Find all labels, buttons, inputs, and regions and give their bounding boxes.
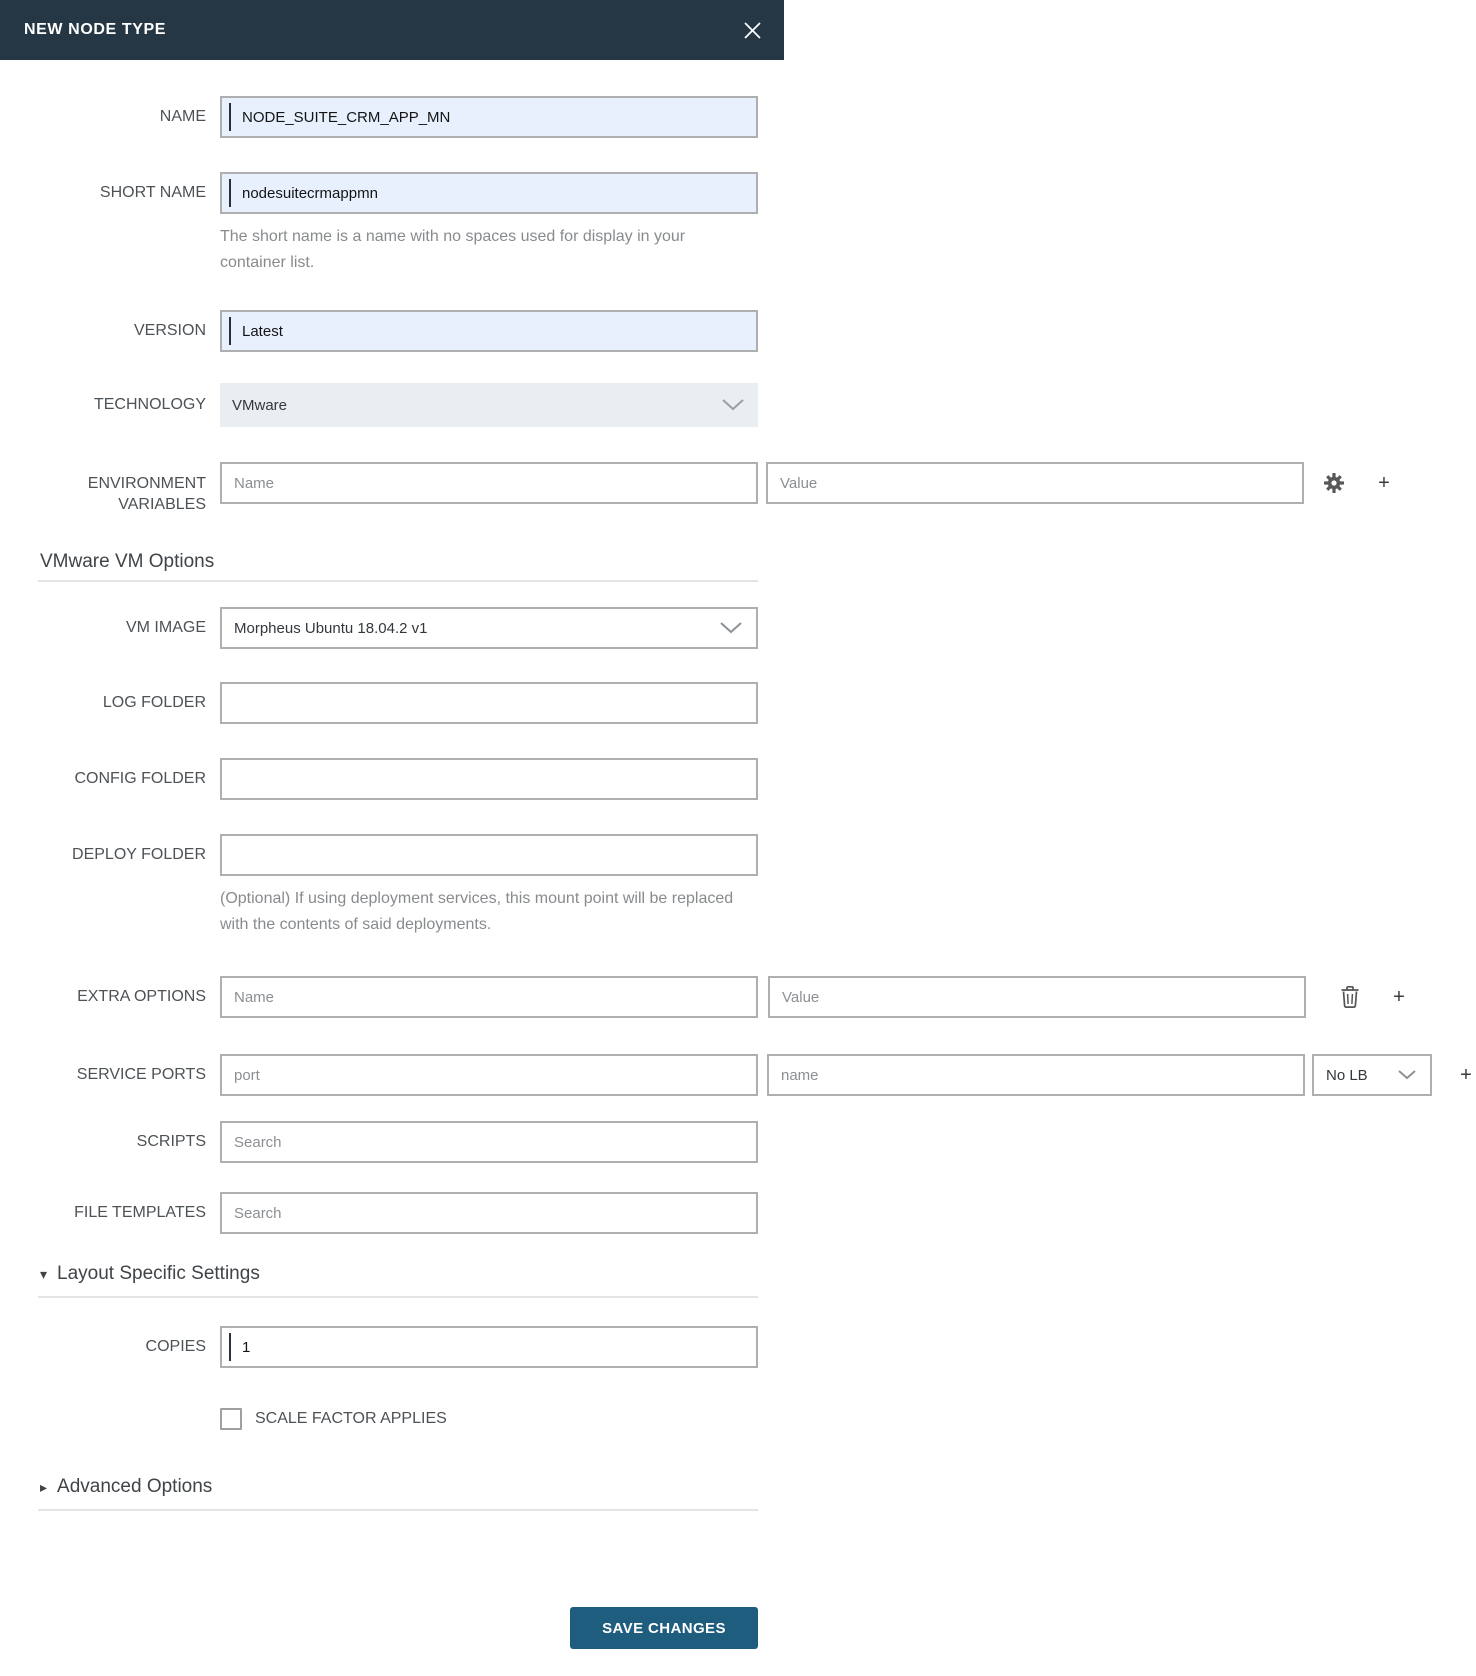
short-name-label: SHORT NAME [99, 184, 206, 201]
trash-icon [1340, 985, 1360, 1009]
environment-variables-label: ENVIRONMENT VARIABLES [87, 475, 206, 513]
version-label: VERSION [133, 322, 206, 339]
modal-header [0, 0, 784, 60]
layout-settings-title: Layout Specific Settings [57, 1263, 260, 1284]
scripts-label: SCRIPTS [136, 1133, 206, 1150]
field-row-environment-variables [0, 462, 1390, 515]
collapse-triangle-icon[interactable]: ▾ [40, 1265, 48, 1282]
field-row-version [0, 310, 784, 352]
config-folder-input[interactable] [220, 758, 758, 800]
chevron-down-icon [720, 622, 742, 634]
scale-factor-checkbox[interactable] [220, 1408, 242, 1430]
name-label: NAME [159, 108, 206, 125]
vmware-options-title: VMware VM Options [40, 551, 215, 572]
field-row-copies [0, 1326, 784, 1368]
extra-option-delete-button[interactable] [1339, 985, 1361, 1009]
vm-image-select[interactable] [220, 607, 758, 649]
copies-input[interactable] [220, 1326, 758, 1368]
text-cursor [229, 1333, 231, 1361]
plus-icon: + [1393, 986, 1405, 1008]
close-icon [743, 21, 762, 40]
extra-option-add-button[interactable] [1389, 985, 1409, 1009]
modal-title: NEW NODE TYPE [24, 21, 167, 38]
field-row-config-folder [0, 758, 784, 800]
vm-image-label: VM IMAGE [125, 619, 206, 636]
save-changes-button[interactable]: SAVE CHANGES [570, 1607, 758, 1649]
plus-icon: + [1460, 1064, 1472, 1086]
version-input[interactable] [220, 310, 758, 352]
chevron-down-icon [1398, 1070, 1416, 1080]
copies-label: COPIES [145, 1338, 206, 1355]
copies-input-wrap [220, 1326, 758, 1368]
technology-label: TECHNOLOGY [93, 396, 206, 413]
short-name-input-wrap [220, 172, 758, 214]
file-templates-search-input[interactable] [220, 1192, 758, 1234]
scripts-search-input[interactable] [220, 1121, 758, 1163]
env-var-settings-button[interactable] [1322, 471, 1346, 495]
file-templates-label: FILE TEMPLATES [74, 1204, 206, 1221]
log-folder-input[interactable] [220, 682, 758, 724]
section-vmware-vm-options [40, 551, 758, 573]
extra-option-value-input[interactable] [768, 976, 1306, 1018]
modal-footer [0, 1607, 758, 1676]
name-input-wrap [220, 96, 758, 138]
field-row-file-templates [0, 1192, 784, 1234]
load-balancer-select[interactable] [1312, 1054, 1432, 1096]
plus-icon: + [1378, 472, 1390, 494]
env-var-add-button[interactable] [1374, 471, 1394, 495]
field-row-short-name [0, 172, 784, 276]
field-row-scale-factor [0, 1408, 784, 1430]
service-port-add-button[interactable] [1456, 1063, 1476, 1087]
divider [38, 1296, 758, 1298]
technology-select-value: VMware [232, 396, 288, 414]
gear-icon [1322, 471, 1346, 495]
field-row-technology [0, 383, 784, 427]
field-row-log-folder [0, 682, 784, 724]
field-row-scripts [0, 1121, 784, 1163]
section-advanced-options[interactable] [40, 1476, 758, 1498]
text-cursor [229, 179, 231, 207]
log-folder-label: LOG FOLDER [102, 694, 206, 711]
load-balancer-select-value: No LB [1326, 1066, 1368, 1084]
env-var-value-input[interactable] [766, 462, 1304, 504]
deploy-folder-label: DEPLOY FOLDER [72, 846, 206, 863]
version-input-wrap [220, 310, 758, 352]
field-row-vm-image [0, 607, 784, 649]
advanced-options-title: Advanced Options [57, 1476, 213, 1497]
env-var-name-input[interactable] [220, 462, 758, 504]
extra-options-label: EXTRA OPTIONS [77, 988, 206, 1005]
field-row-name [0, 96, 784, 138]
section-layout-specific-settings[interactable] [40, 1263, 758, 1285]
service-port-name-input[interactable] [767, 1054, 1305, 1096]
expand-triangle-icon[interactable]: ▸ [40, 1478, 48, 1495]
short-name-input[interactable] [220, 172, 758, 214]
service-ports-label: SERVICE PORTS [76, 1066, 206, 1083]
field-row-deploy-folder [0, 834, 784, 938]
deploy-folder-help-text: (Optional) If using deployment services, this mount point will be replaced with the contents of said deployments. [220, 890, 734, 933]
divider [38, 580, 758, 582]
vm-image-select-value: Morpheus Ubuntu 18.04.2 v1 [234, 619, 428, 637]
field-row-service-ports [0, 1054, 1472, 1096]
scale-factor-label: SCALE FACTOR APPLIES [255, 1410, 447, 1427]
chevron-down-icon [722, 399, 744, 411]
divider [38, 1509, 758, 1511]
extra-option-name-input[interactable] [220, 976, 758, 1018]
name-input[interactable] [220, 96, 758, 138]
service-port-input[interactable] [220, 1054, 758, 1096]
technology-select[interactable] [220, 383, 758, 427]
config-folder-label: CONFIG FOLDER [74, 770, 206, 787]
short-name-help-text: The short name is a name with no spaces used for display in your container list. [220, 228, 686, 271]
close-button[interactable] [738, 16, 766, 44]
text-cursor [229, 317, 231, 345]
deploy-folder-input[interactable] [220, 834, 758, 876]
text-cursor [229, 103, 231, 131]
field-row-extra-options [0, 976, 1405, 1018]
